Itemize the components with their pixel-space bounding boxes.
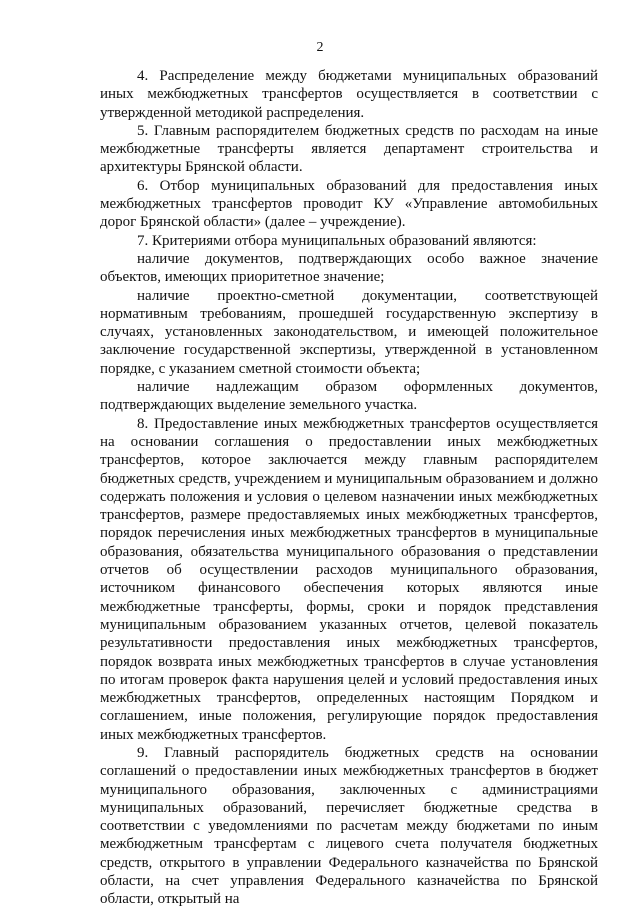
criterion-land-plot: наличие надлежащим образом оформленных документов, подтверждающих выделение земельного участка. bbox=[100, 379, 598, 414]
page-number: 2 bbox=[316, 40, 324, 55]
paragraph-9: 9. Главный распорядитель бюджетных средств на основании соглашений о предоставлении иных межбюджетных трансфертов в бюджет муниципального образования, заключенных с администрациями муниципальных образований, перечисляет бюджетные средства в соответствии с уведомлениями по расчетам между бюджетами по иным межбюджетным трансфертам с лицевого счета получателя бюджетных средств, открытого в управлении Федерального казначейства по Брянской области, на счет управления Федерального казначейства по Брянской области, открытый на bbox=[100, 744, 598, 908]
criterion-documents: наличие документов, подтверждающих особо важное значение объектов, имеющих приоритетное значение; bbox=[100, 250, 598, 286]
paragraph-7: 7. Критериями отбора муниципальных образований являются: bbox=[137, 232, 537, 249]
criterion-project-documentation: наличие проектно-сметной документации, соответствующей нормативным требованиям, прошедшей государственную экспертизу в случаях, установленных законодательством, и имеющей положительное заключение государственной экспертизы, утвержденной в установленном порядке, с указанием сметной стоимости объекта; bbox=[100, 287, 598, 377]
paragraph-8: 8. Предоставление иных межбюджетных трансфертов осуществляется на основании соглашения о предоставлении иных межбюджетных трансфертов, которое заключается между главным распорядителем бюджетных средств, учреждением и муниципальным образованием и должно содержать положения и условия о целевом назначении иных межбюджетных трансфертов, размере предоставляемых иных межбюджетных трансфертов, порядок перечисления иных межбюджетных трансфертов в муниципальные образования, обязательства муниципального образования о представлении отчетов об осуществлении расходов муниципального образования, источником финансового обеспечения которых являются иные межбюджетные трансферты, формы, сроки и порядок представления муниципальным образованием указанных отчетов, целевой показатель результативности предоставления иных межбюджетных трансфертов, порядок возврата иных межбюджетных трансфертов в случае установления по итогам проверок факта нарушения целей и условий предоставления иных межбюджетных трансфертов, определенных настоящим Порядком и соглашением, иные положения, регулирующие порядок предоставления иных межбюджетных трансфертов. bbox=[100, 415, 598, 743]
paragraph-5: 5. Главным распорядителем бюджетных средств по расходам на иные межбюджетные трансферты является департамент строительства и архитектуры Брянской области. bbox=[100, 122, 598, 176]
paragraph-6: 6. Отбор муниципальных образований для предоставления иных межбюджетных трансфертов проводит КУ «Управление автомобильных дорог Брянской области» (далее – учреждение). bbox=[100, 177, 598, 231]
paragraph-4: 4. Распределение между бюджетами муниципальных образований иных межбюджетных трансфертов осуществляется в соответствии с утвержденной методикой распределения. bbox=[100, 68, 598, 121]
document-body bbox=[100, 67, 598, 909]
